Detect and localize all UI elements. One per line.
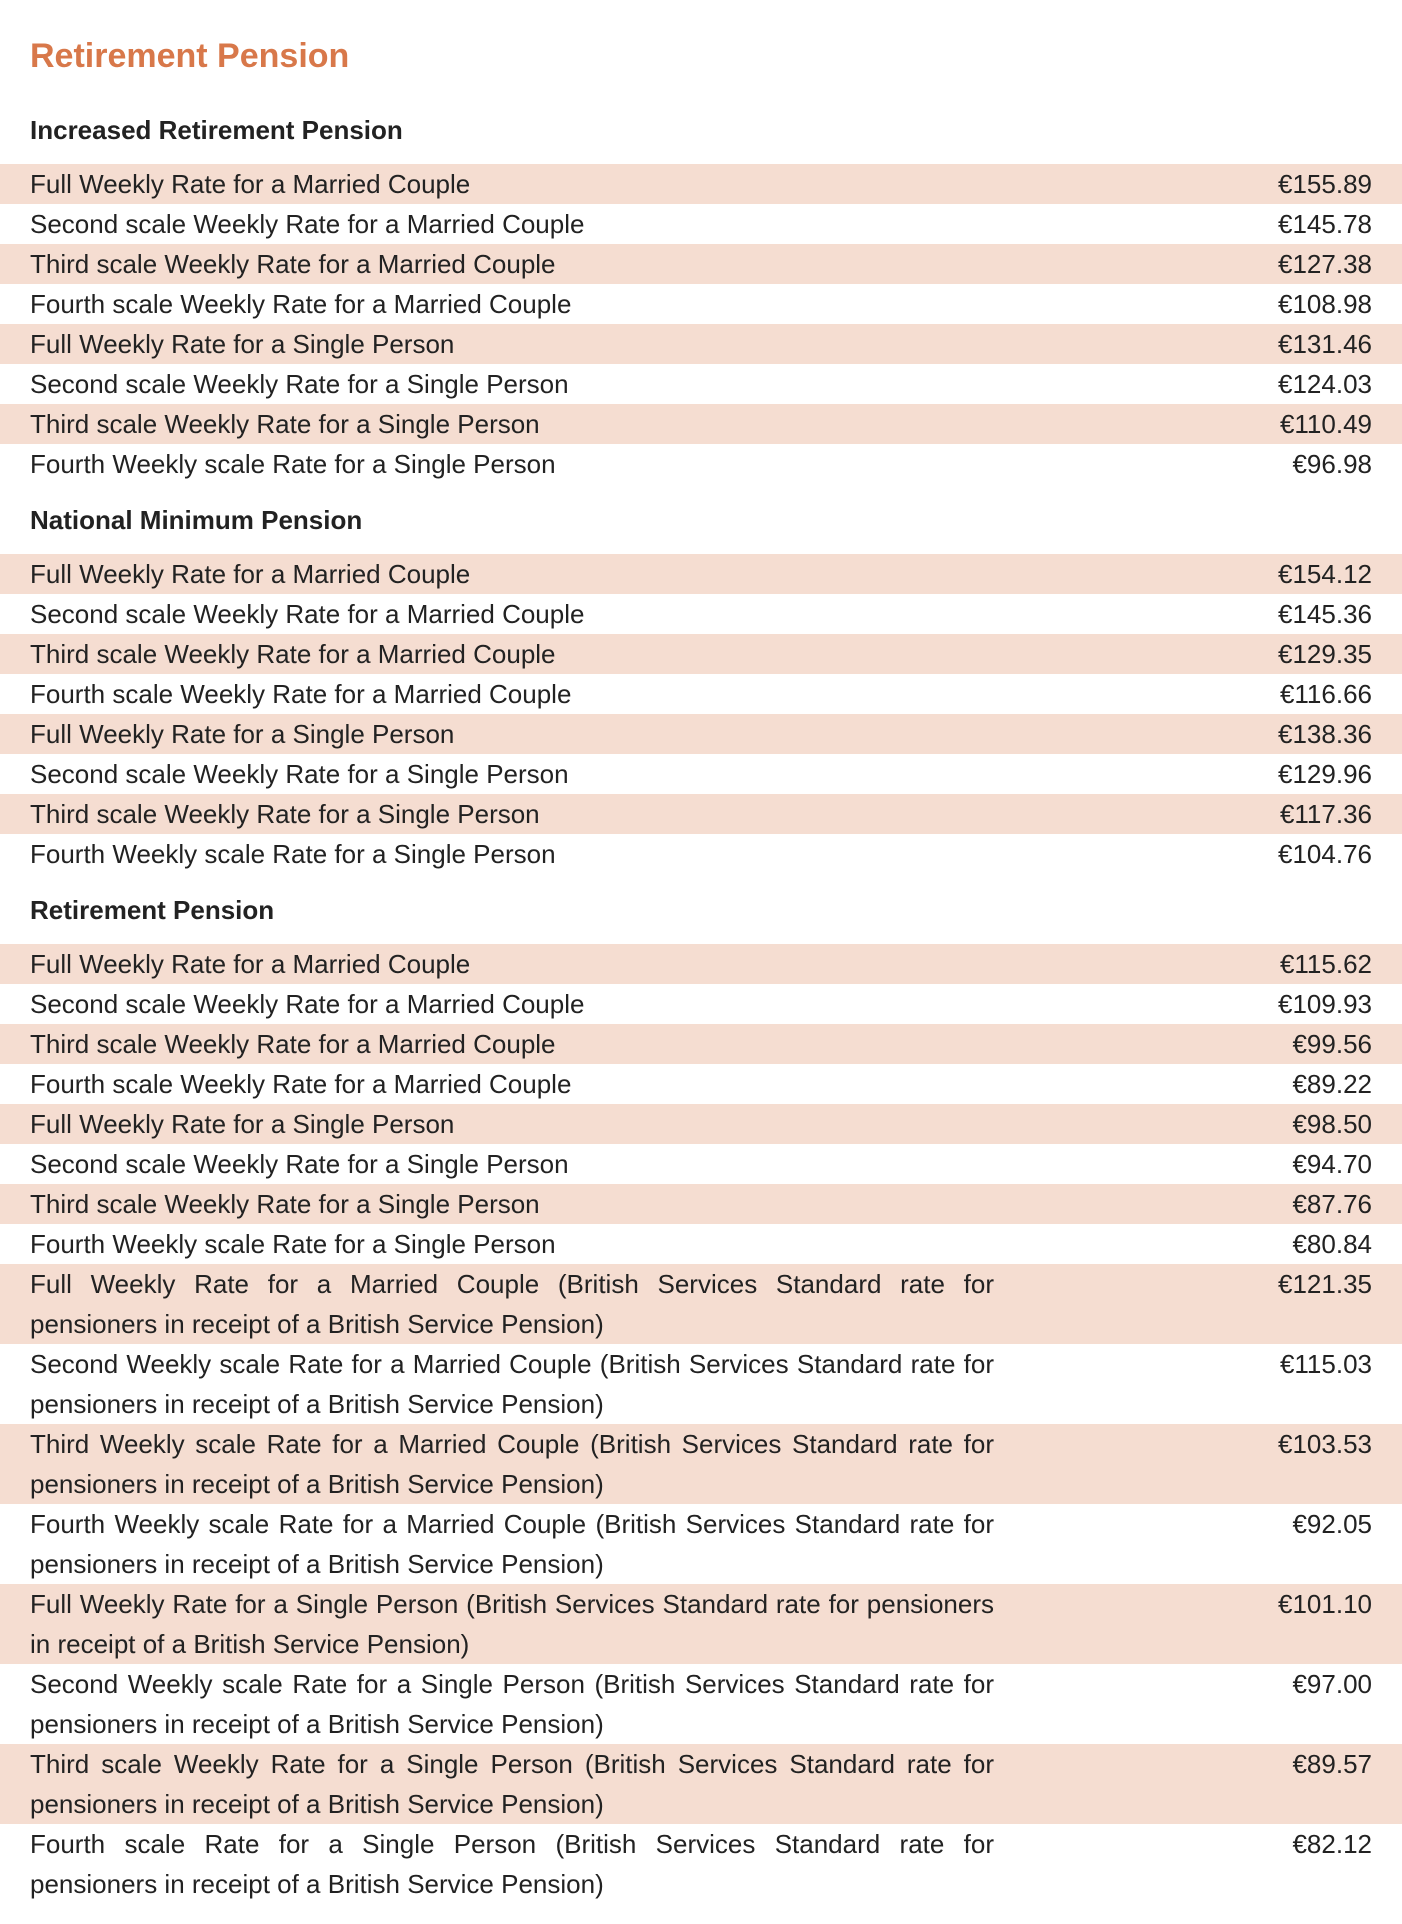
rate-label: Full Weekly Rate for a Single Person (British Services Standard rate for pensioners in receipt of a British Service Pension) xyxy=(30,1589,994,1659)
section-title: Retirement Pension xyxy=(30,895,275,925)
rate-value: €115.03 xyxy=(1279,1349,1372,1379)
rate-value: €96.98 xyxy=(1292,449,1372,479)
rate-label: Fourth scale Rate for a Single Person (British Services Standard rate for pensioners in receipt of a British Service Pension) xyxy=(30,1829,994,1899)
rate-value: €109.93 xyxy=(1278,989,1372,1019)
rate-label: Second Weekly scale Rate for a Married Couple (British Services Standard rate for pensioners in receipt of a British Service Pension) xyxy=(30,1349,994,1419)
rate-label: Second scale Weekly Rate for a Married Couple xyxy=(30,209,585,239)
rate-row xyxy=(0,444,1402,484)
rate-label: Third scale Weekly Rate for a Married Couple xyxy=(30,1029,556,1059)
rate-value: €124.03 xyxy=(1278,369,1372,399)
rate-value: €145.36 xyxy=(1278,599,1372,629)
rate-value: €145.78 xyxy=(1278,209,1372,239)
rate-value: €104.76 xyxy=(1278,839,1372,869)
rate-label: Third scale Weekly Rate for a Single Person xyxy=(30,1189,540,1219)
rate-label: Third Weekly scale Rate for a Married Couple (British Services Standard rate for pensioners in receipt of a British Service Pension) xyxy=(30,1429,994,1499)
rate-label: Full Weekly Rate for a Single Person xyxy=(30,329,455,359)
rate-list xyxy=(0,164,1402,484)
rate-value: €129.35 xyxy=(1278,639,1372,669)
rate-value: €131.46 xyxy=(1278,329,1372,359)
rate-label: Fourth scale Weekly Rate for a Married Couple xyxy=(30,289,572,319)
rate-row xyxy=(0,554,1402,594)
rate-row xyxy=(0,1064,1402,1104)
rate-label: Second scale Weekly Rate for a Single Person xyxy=(30,369,569,399)
section-retirement-pension xyxy=(0,886,1402,1904)
rate-row xyxy=(0,754,1402,794)
rate-row xyxy=(0,1424,1402,1504)
rate-row xyxy=(0,1144,1402,1184)
rate-value: €92.05 xyxy=(1292,1509,1372,1539)
rate-value: €89.22 xyxy=(1292,1069,1372,1099)
rate-value: €116.66 xyxy=(1279,679,1372,709)
rate-row xyxy=(0,404,1402,444)
rate-label: Second scale Weekly Rate for a Married Couple xyxy=(30,989,585,1019)
rate-label: Full Weekly Rate for a Married Couple (British Services Standard rate for pensioners in receipt of a British Service Pension) xyxy=(30,1269,994,1339)
rate-label: Second scale Weekly Rate for a Single Person xyxy=(30,1149,569,1179)
rate-row xyxy=(0,1264,1402,1344)
rate-row xyxy=(0,674,1402,714)
rate-label: Full Weekly Rate for a Single Person xyxy=(30,719,455,749)
rate-value: €115.62 xyxy=(1279,949,1372,979)
rate-value: €121.35 xyxy=(1278,1269,1372,1299)
rate-row xyxy=(0,324,1402,364)
rate-value: €97.00 xyxy=(1292,1669,1372,1699)
rate-label: Full Weekly Rate for a Married Couple xyxy=(30,559,471,589)
rate-row xyxy=(0,794,1402,834)
section-national-minimum-pension xyxy=(0,496,1402,874)
section-title: National Minimum Pension xyxy=(30,505,363,535)
page-title: Retirement Pension xyxy=(30,37,350,75)
rate-row xyxy=(0,364,1402,404)
rate-label: Second scale Weekly Rate for a Single Person xyxy=(30,759,569,789)
rate-label: Fourth Weekly scale Rate for a Married Couple (British Services Standard rate for pensioners in receipt of a British Service Pension) xyxy=(30,1509,994,1579)
rate-value: €103.53 xyxy=(1278,1429,1372,1459)
rate-label: Third scale Weekly Rate for a Single Person xyxy=(30,409,540,439)
rate-row xyxy=(0,714,1402,754)
rate-row xyxy=(0,1744,1402,1824)
rate-row xyxy=(0,1224,1402,1264)
rate-label: Full Weekly Rate for a Single Person xyxy=(30,1109,455,1139)
rate-value: €94.70 xyxy=(1292,1149,1372,1179)
rate-label: Full Weekly Rate for a Married Couple xyxy=(30,949,471,979)
rate-label: Fourth scale Weekly Rate for a Married Couple xyxy=(30,1069,572,1099)
rate-row xyxy=(0,204,1402,244)
rate-value: €117.36 xyxy=(1279,799,1372,829)
rate-row xyxy=(0,634,1402,674)
rate-label: Fourth Weekly scale Rate for a Single Person xyxy=(30,449,556,479)
rate-list xyxy=(0,554,1402,874)
rate-row xyxy=(0,984,1402,1024)
rate-label: Second scale Weekly Rate for a Married Couple xyxy=(30,599,585,629)
rate-label: Third scale Weekly Rate for a Single Person (British Services Standard rate for pensioners in receipt of a British Service Pension) xyxy=(30,1749,994,1819)
section-title: Increased Retirement Pension xyxy=(30,115,403,145)
rate-label: Third scale Weekly Rate for a Single Person xyxy=(30,799,540,829)
rate-row xyxy=(0,284,1402,324)
rate-row xyxy=(0,244,1402,284)
rate-label: Second Weekly scale Rate for a Single Person (British Services Standard rate for pensioners in receipt of a British Service Pension) xyxy=(30,1669,994,1739)
rate-value: €108.98 xyxy=(1278,289,1372,319)
rate-value: €87.76 xyxy=(1292,1189,1372,1219)
rate-label: Fourth Weekly scale Rate for a Single Person xyxy=(30,839,556,869)
rate-row xyxy=(0,1664,1402,1744)
rate-row xyxy=(0,1104,1402,1144)
rate-value: €101.10 xyxy=(1278,1589,1372,1619)
rate-value: €155.89 xyxy=(1278,169,1372,199)
rate-value: €110.49 xyxy=(1279,409,1372,439)
rate-list xyxy=(0,944,1402,1904)
rate-row xyxy=(0,594,1402,634)
rate-value: €89.57 xyxy=(1292,1749,1372,1779)
rate-row xyxy=(0,164,1402,204)
rate-row xyxy=(0,944,1402,984)
section-increased-retirement-pension xyxy=(0,106,1402,484)
rate-label: Third scale Weekly Rate for a Married Couple xyxy=(30,249,556,279)
rate-value: €80.84 xyxy=(1292,1229,1372,1259)
rate-label: Full Weekly Rate for a Married Couple xyxy=(30,169,471,199)
rate-value: €127.38 xyxy=(1278,249,1372,279)
rate-value: €99.56 xyxy=(1292,1029,1372,1059)
rate-label: Third scale Weekly Rate for a Married Couple xyxy=(30,639,556,669)
rate-label: Fourth Weekly scale Rate for a Single Person xyxy=(30,1229,556,1259)
rate-value: €98.50 xyxy=(1292,1109,1372,1139)
rate-row xyxy=(0,1584,1402,1664)
rate-row xyxy=(0,1024,1402,1064)
rate-row xyxy=(0,1824,1402,1904)
rate-value: €154.12 xyxy=(1278,559,1372,589)
rate-value: €138.36 xyxy=(1278,719,1372,749)
rate-value: €129.96 xyxy=(1278,759,1372,789)
rate-value: €82.12 xyxy=(1292,1829,1372,1859)
rate-row xyxy=(0,1184,1402,1224)
rate-row xyxy=(0,1344,1402,1424)
rate-row xyxy=(0,1504,1402,1584)
rate-label: Fourth scale Weekly Rate for a Married Couple xyxy=(30,679,572,709)
rate-row xyxy=(0,834,1402,874)
